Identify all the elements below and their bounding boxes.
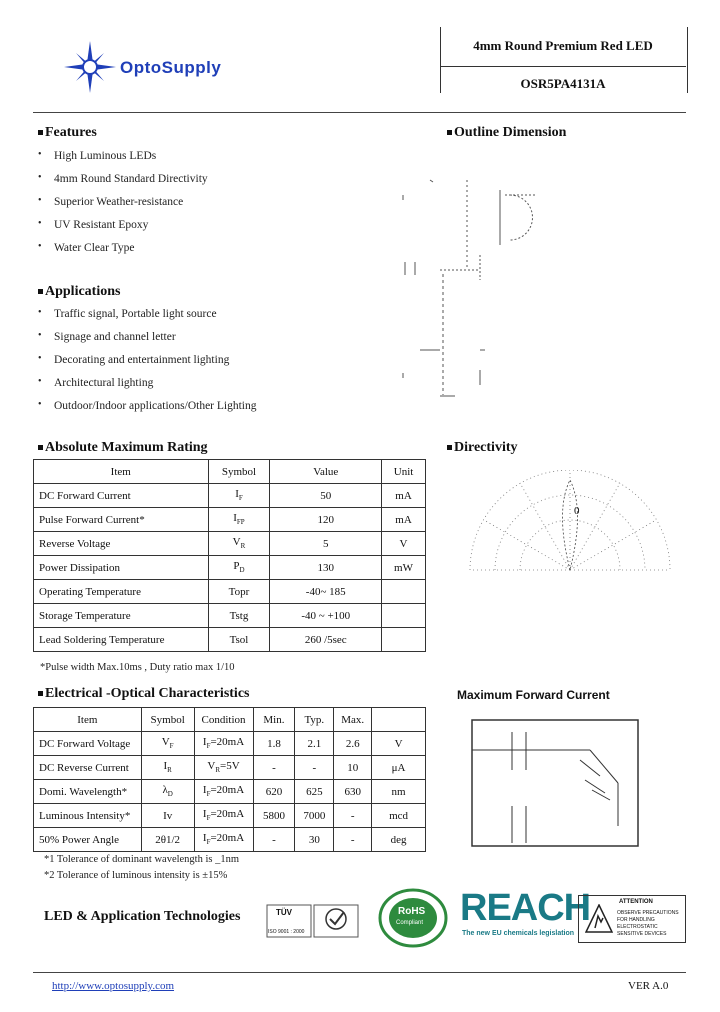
- absolute-max-table: [33, 459, 426, 652]
- table-cell: Luminous Intensity*: [34, 804, 142, 828]
- iso-label: ISO 9001 : 2000: [268, 929, 305, 935]
- table-cell: mcd: [372, 804, 426, 828]
- reach-badge: [460, 887, 591, 942]
- table-cell: V: [372, 732, 426, 756]
- section-square-icon: [38, 130, 43, 135]
- table-cell: -40~ 185: [270, 580, 382, 604]
- max-forward-title: Maximum Forward Current: [457, 688, 610, 702]
- list-item: • Water Clear Type: [34, 242, 414, 265]
- table-cell: $V_R=5V$: [194, 756, 253, 780]
- electrical-title: Electrical -Optical Characteristics: [38, 686, 249, 702]
- table-header-row: [34, 460, 426, 484]
- table-cell: -: [334, 828, 372, 852]
- rohs-sublabel: Compliant: [396, 920, 424, 926]
- absolute-max-title: Absolute Maximum Rating: [38, 440, 208, 456]
- section-square-icon: [447, 445, 452, 450]
- table-cell: $P_D$: [208, 556, 270, 580]
- table-cell: $V_R$: [208, 532, 270, 556]
- column-header: Symbol: [208, 460, 270, 484]
- table-cell: 120: [270, 508, 382, 532]
- column-header: Item: [34, 460, 209, 484]
- table-header-row: [34, 708, 426, 732]
- list-item: • Outdoor/Indoor applications/Other Lighting: [34, 400, 414, 423]
- table-cell: Storage Temperature: [34, 604, 209, 628]
- table-cell: -: [334, 804, 372, 828]
- table-cell: 130: [270, 556, 382, 580]
- features-list: [34, 150, 414, 265]
- header-divider: [33, 112, 686, 113]
- version-label: VER A.0: [628, 980, 669, 992]
- table-row: [34, 508, 426, 532]
- table-cell: 625: [295, 780, 334, 804]
- directivity-center-label: 0: [574, 505, 580, 517]
- table-row: [34, 580, 426, 604]
- table-row: [34, 532, 426, 556]
- table-cell: 50: [270, 484, 382, 508]
- table-row: [34, 804, 426, 828]
- table-cell: $I_R$: [141, 756, 194, 780]
- section-square-icon: [38, 445, 43, 450]
- table-cell: 7000: [295, 804, 334, 828]
- table-cell: 5: [270, 532, 382, 556]
- table-cell: 260 /5sec: [270, 628, 382, 652]
- column-header: Min.: [253, 708, 295, 732]
- table-cell: 620: [253, 780, 295, 804]
- table-row: [34, 628, 426, 652]
- table-cell: 50% Power Angle: [34, 828, 142, 852]
- table-row: [34, 484, 426, 508]
- esd-warning-icon: [585, 904, 613, 934]
- column-header: Condition: [194, 708, 253, 732]
- table-cell: Reverse Voltage: [34, 532, 209, 556]
- tuv-iso-badge: [266, 902, 360, 942]
- list-item: • Superior Weather-resistance: [34, 196, 414, 219]
- table-cell: $I_F=20mA$: [194, 780, 253, 804]
- section-square-icon: [38, 289, 43, 294]
- table-cell: V: [382, 532, 426, 556]
- footer-divider: [33, 972, 686, 973]
- table-row: [34, 828, 426, 852]
- table-cell: $I_F=20mA$: [194, 732, 253, 756]
- table-cell: μA: [372, 756, 426, 780]
- reach-subtitle: The new EU chemicals legislation: [462, 930, 575, 937]
- list-item: • Traffic signal, Portable light source: [34, 308, 414, 331]
- table-cell: $\lambda_D$: [141, 780, 194, 804]
- outline-title: Outline Dimension: [447, 125, 566, 141]
- title-divider: [440, 66, 686, 67]
- brand-name: OptoSupply: [120, 58, 222, 77]
- product-title: 4mm Round Premium Red LED: [473, 38, 653, 53]
- table-cell: mW: [382, 556, 426, 580]
- table-cell: Power Dissipation: [34, 556, 209, 580]
- column-header: Symbol: [141, 708, 194, 732]
- table-cell: Domi. Wavelength*: [34, 780, 142, 804]
- table-row: [34, 780, 426, 804]
- list-item: • Signage and channel letter: [34, 331, 414, 354]
- table-cell: 630: [334, 780, 372, 804]
- table-cell: -: [295, 756, 334, 780]
- column-header: Typ.: [295, 708, 334, 732]
- table-cell: deg: [372, 828, 426, 852]
- footer-tagline: LED & Application Technologies: [44, 909, 241, 924]
- rohs-label: RoHS: [398, 906, 426, 917]
- table-cell: 10: [334, 756, 372, 780]
- max-forward-chart: [470, 718, 640, 848]
- applications-list: [34, 308, 414, 423]
- column-header: Max.: [334, 708, 372, 732]
- wavelength-note: *1 Tolerance of dominant wavelength is _1nm: [44, 854, 240, 865]
- table-row: [34, 756, 426, 780]
- table-row: [34, 556, 426, 580]
- table-cell: Tstg: [208, 604, 270, 628]
- table-cell: 5800: [253, 804, 295, 828]
- table-row: [34, 732, 426, 756]
- table-cell: mA: [382, 508, 426, 532]
- table-cell: Lead Soldering Temperature: [34, 628, 209, 652]
- table-cell: $V_F$: [141, 732, 194, 756]
- esd-badge: [578, 895, 686, 943]
- esd-title: ATTENTION: [619, 899, 653, 905]
- column-header: Item: [34, 708, 142, 732]
- electrical-table: [33, 707, 426, 852]
- reach-title: REACH: [460, 887, 591, 929]
- table-cell: $I_{FP}$: [208, 508, 270, 532]
- table-cell: Iv: [141, 804, 194, 828]
- website-link[interactable]: http://www.optosupply.com: [52, 980, 175, 992]
- list-item: • Architectural lighting: [34, 377, 414, 400]
- table-cell: -40 ~ +100: [270, 604, 382, 628]
- table-cell: 1.8: [253, 732, 295, 756]
- table-cell: -: [253, 756, 295, 780]
- table-cell: Tsol: [208, 628, 270, 652]
- list-item: • Decorating and entertainment lighting: [34, 354, 414, 377]
- table-cell: 2.6: [334, 732, 372, 756]
- table-row: [34, 604, 426, 628]
- table-cell: -: [253, 828, 295, 852]
- list-item: • UV Resistant Epoxy: [34, 219, 414, 242]
- outline-drawing: [395, 170, 565, 405]
- table-cell: DC Forward Voltage: [34, 732, 142, 756]
- rohs-badge: [378, 888, 448, 948]
- esd-text: OBSERVE PRECAUTIONS FOR HANDLING ELECTROSTATIC SENSITIVE DEVICES: [617, 910, 679, 937]
- tuv-label: TÜV: [276, 908, 292, 917]
- table-cell: $I_F=20mA$: [194, 804, 253, 828]
- directivity-title: Directivity: [447, 440, 518, 456]
- table-cell: DC Forward Current: [34, 484, 209, 508]
- column-header: Value: [270, 460, 382, 484]
- table-cell: DC Reverse Current: [34, 756, 142, 780]
- table-cell: Pulse Forward Current*: [34, 508, 209, 532]
- table-cell: [382, 580, 426, 604]
- table-cell: $I_F=20mA$: [194, 828, 253, 852]
- part-number: OSR5PA4131A: [520, 76, 606, 91]
- table-cell: nm: [372, 780, 426, 804]
- table-cell: $I_F$: [208, 484, 270, 508]
- directivity-diagram: [460, 470, 680, 580]
- table-cell: Topr: [208, 580, 270, 604]
- section-square-icon: [447, 130, 452, 135]
- intensity-note: *2 Tolerance of luminous intensity is ±15%: [44, 870, 228, 881]
- table-cell: Operating Temperature: [34, 580, 209, 604]
- table-cell: mA: [382, 484, 426, 508]
- rohs-leaf-icon: [378, 888, 448, 948]
- table-cell: 30: [295, 828, 334, 852]
- table-cell: 2.1: [295, 732, 334, 756]
- column-header: Unit: [382, 460, 426, 484]
- column-header: [372, 708, 426, 732]
- list-item: • High Luminous LEDs: [34, 150, 414, 173]
- list-item: • 4mm Round Standard Directivity: [34, 173, 414, 196]
- table-cell: [382, 604, 426, 628]
- applications-title: Applications: [38, 284, 120, 300]
- table-cell: [382, 628, 426, 652]
- pulse-note: *Pulse width Max.10ms , Duty ratio max 1/10: [40, 662, 235, 673]
- table-cell: 2θ1/2: [141, 828, 194, 852]
- features-title: Features: [38, 125, 97, 141]
- section-square-icon: [38, 691, 43, 696]
